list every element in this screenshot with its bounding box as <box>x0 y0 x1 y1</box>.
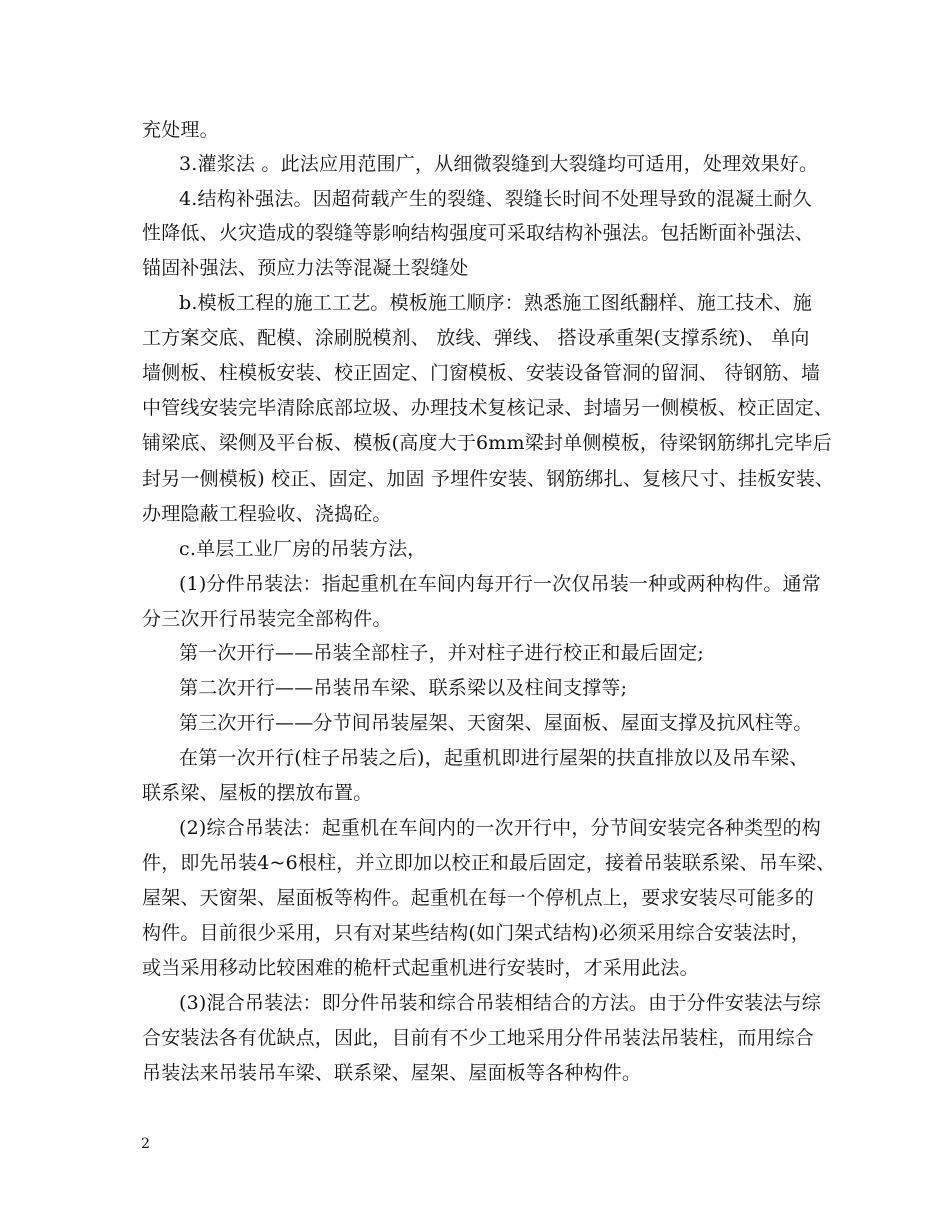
text-line: 工方案交底、配模、涂刷脱模剂、 放线、弹线、 搭设承重架(支撑系统)、 单向 <box>142 327 810 349</box>
text-line: 性降低、火灾造成的裂缝等影响结构强度可采取结构补强法。包括断面补强法、 <box>142 222 815 244</box>
text-line: 充处理。 <box>142 119 219 141</box>
text-line: 锚固补强法、预应力法等混凝土裂缝处 <box>142 257 469 279</box>
text-line: 第二次开行——吊装吊车梁、联系梁以及柱间支撑等; <box>179 677 628 699</box>
text-line: 中管线安装完毕清除底部垃圾、办理技术复核记录、封墙另一侧模板、校正固定、 <box>142 397 834 419</box>
text-line: 吊装法来吊装吊车梁、联系梁、屋架、屋面板等各种构件。 <box>142 1062 642 1084</box>
text-line: 构件。目前很少采用，只有对某些结构(如门架式结构)必须采用综合安装法时， <box>142 922 811 944</box>
text-line: 第一次开行——吊装全部柱子，并对柱子进行校正和最后固定; <box>179 642 705 664</box>
text-line: 墙侧板、柱模板安装、校正固定、门窗模板、安装设备管洞的留洞、 待钢筋、墙 <box>142 362 821 384</box>
text-line: (1)分件吊装法：指起重机在车间内每开行一次仅吊装一种或两种构件。通常 <box>179 573 821 595</box>
text-line: 第三次开行——分节间吊装屋架、天窗架、屋面板、屋面支撑及抗风柱等。 <box>179 712 813 734</box>
text-line: b.模板工程的施工工艺。模板施工顺序：熟悉施工图纸翻样、施工技术、施 <box>179 292 813 314</box>
text-line: 件，即先吊装4~6根柱，并立即加以校正和最后固定，接着吊装联系梁、吊车梁、 <box>142 852 836 874</box>
text-line: 4.结构补强法。因超荷载产生的裂缝、裂缝长时间不处理导致的混凝土耐久 <box>179 188 812 210</box>
text-line: 铺梁底、梁侧及平台板、模板(高度大于6mm梁封单侧模板，待梁钢筋绑扎完毕后 <box>142 432 832 454</box>
text-line: 联系梁、屋板的摆放布置。 <box>142 782 373 804</box>
text-line: 合安装法各有优缺点，因此，目前有不少工地采用分件吊装法吊装柱，而用综合 <box>142 1027 815 1049</box>
text-line: 或当采用移动比较困难的桅杆式起重机进行安装时，才采用此法。 <box>142 957 699 979</box>
text-line: 分三次开行吊装完全部构件。 <box>142 608 392 630</box>
text-line: (3)混合吊装法：即分件吊装和综合吊装相结合的方法。由于分件安装法与综 <box>179 992 821 1014</box>
text-line: 屋架、天窗架、屋面板等构件。起重机在每一个停机点上，要求安装尽可能多的 <box>142 887 815 909</box>
text-line: c.单层工业厂房的吊装方法， <box>179 538 427 560</box>
text-line: (2)综合吊装法：起重机在车间内的一次开行中，分节间安装完各种类型的构 <box>179 817 821 839</box>
page-number: 2 <box>141 1136 150 1152</box>
text-line: 办理隐蔽工程验收、浇捣砼。 <box>142 503 392 525</box>
text-line: 在第一次开行(柱子吊装之后)，起重机即进行屋架的扶直排放以及吊车梁、 <box>179 747 809 769</box>
text-line: 封另一侧模板) 校正、固定、加固 予埋件安装、钢筋绑扎、复核尺寸、挂板安装、 <box>142 468 835 490</box>
text-line: 3.灌浆法 。此法应用范围广，从细微裂缝到大裂缝均可适用，处理效果好。 <box>179 153 819 175</box>
